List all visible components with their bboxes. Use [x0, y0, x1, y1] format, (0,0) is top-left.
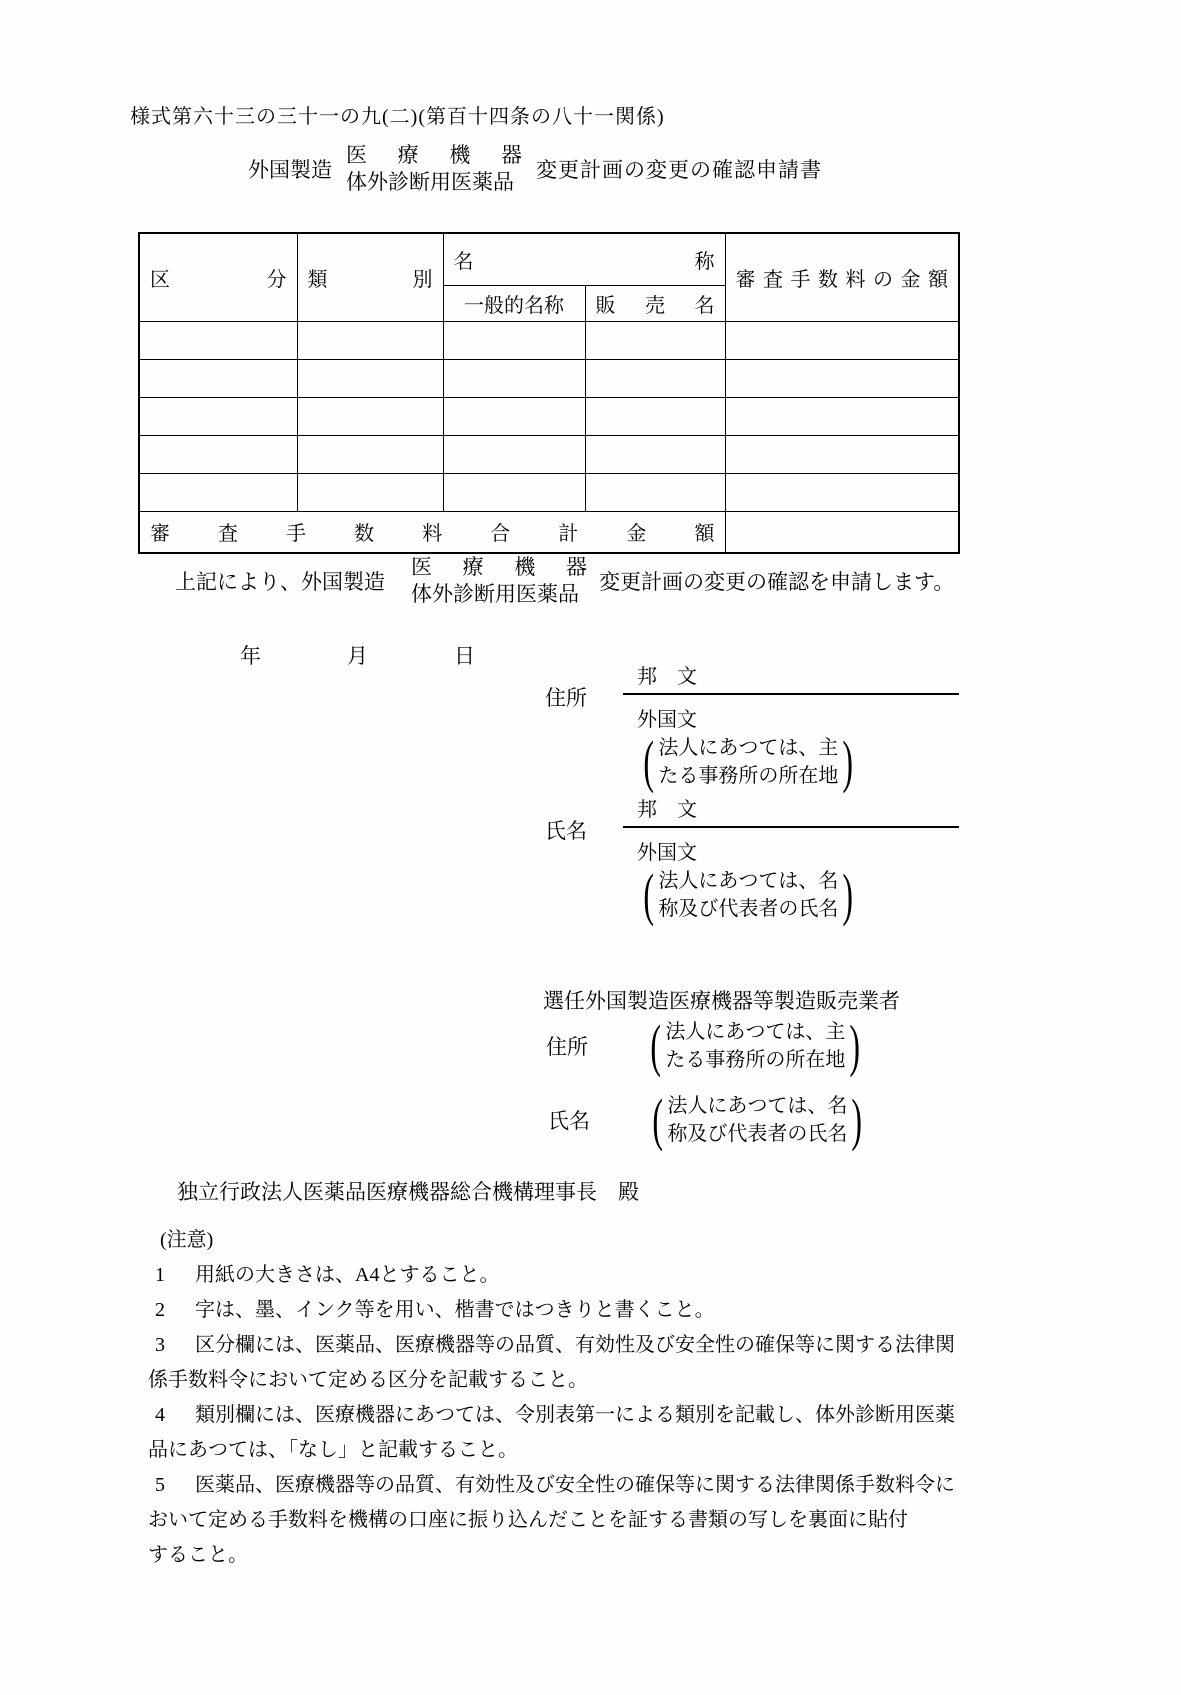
note-line: 2 字は、墨、インク等を用い、楷書ではつきりと書くこと。: [148, 1293, 988, 1328]
open-paren: (: [643, 729, 654, 794]
total-row: [139, 511, 959, 553]
close-paren: ): [842, 862, 854, 927]
notes-section: [148, 1222, 988, 1573]
empty-row: [139, 435, 959, 473]
header-fee: 審査手数料の金額: [725, 233, 959, 321]
empty-cell: [297, 321, 443, 359]
address-note-line2: たる事務所の所在地: [658, 765, 839, 787]
note-number: 4: [155, 1404, 165, 1426]
empty-row: [139, 359, 959, 397]
empty-cell: [585, 397, 725, 435]
mah-address-field: [546, 1013, 865, 1078]
date-year-label: 年: [240, 644, 261, 668]
notes-items: [148, 1258, 988, 1573]
empty-cell: [725, 359, 959, 397]
empty-cell: [725, 435, 959, 473]
empty-cell: [139, 397, 297, 435]
empty-cell: [443, 397, 585, 435]
empty-cell: [297, 397, 443, 435]
applicant-name-field: [545, 793, 959, 927]
empty-cell: [585, 435, 725, 473]
name-note-line1: 法人にあつては、名: [658, 870, 839, 892]
empty-cell: [297, 359, 443, 397]
empty-cell: [139, 321, 297, 359]
note-number: 1: [155, 1264, 165, 1286]
header-generic-name: 一般的名称: [443, 285, 585, 321]
close-paren: ): [849, 1013, 861, 1078]
statement-suffix: 変更計画の変更の確認を申請します。: [599, 570, 955, 594]
name-japanese-line: 邦 文: [623, 793, 959, 828]
empty-cell: [297, 435, 443, 473]
form-title-main: 変更計画の変更の確認申請書: [536, 158, 822, 182]
empty-cell: [585, 359, 725, 397]
note-line: 5 医薬品、医療機器等の品質、有効性及び安全性の確保等に関する法律関係手数料令に: [148, 1468, 988, 1503]
empty-cell: [139, 435, 297, 473]
device-type-stack: [346, 142, 522, 196]
date-month-label: 月: [347, 644, 368, 668]
address-label: 住所: [545, 686, 587, 710]
total-amount-cell: [725, 511, 959, 553]
mah-name-paren-note: [648, 1087, 867, 1152]
form-title-prefix: 外国製造: [248, 158, 332, 182]
note-line: 品にあつては、「なし」と記載すること。: [148, 1439, 518, 1461]
notes-header: (注意): [160, 1229, 214, 1251]
note-number: 3: [155, 1334, 165, 1356]
note-number: 5: [155, 1474, 165, 1496]
name-paren-note: [639, 862, 858, 927]
statement-device-top: 医療機器: [411, 555, 587, 579]
empty-cell: [443, 359, 585, 397]
empty-cell: [139, 359, 297, 397]
empty-cell: [443, 321, 585, 359]
empty-row: [139, 397, 959, 435]
address-japanese-line: 邦 文: [623, 660, 959, 695]
empty-cell: [725, 397, 959, 435]
statement-device-stack: [411, 554, 587, 608]
applicant-address-field: [545, 660, 959, 794]
address-lines: [623, 660, 959, 794]
mah-address-label: 住所: [546, 1035, 588, 1059]
empty-cell: [139, 473, 297, 511]
mah-name-note-line1: 法人にあつては、名: [667, 1095, 848, 1117]
name-note-line2: 称及び代表者の氏名: [658, 898, 839, 920]
empty-cell: [725, 321, 959, 359]
close-paren: ): [842, 729, 854, 794]
name-foreign-line: 外国文: [637, 842, 697, 864]
fee-table-body: [139, 321, 959, 511]
empty-row: [139, 321, 959, 359]
note-line: 1 用紙の大きさは、A4とすること。: [148, 1258, 988, 1293]
statement-prefix: 上記により、外国製造: [175, 570, 385, 594]
header-kubun: 区分: [139, 233, 297, 321]
note-line: すること。: [148, 1544, 248, 1566]
mah-address-note-line2: たる事務所の所在地: [665, 1049, 846, 1071]
empty-cell: [443, 435, 585, 473]
note-number: 2: [155, 1299, 165, 1321]
designated-mah-title: 選任外国製造医療機器等製造販売業者: [543, 989, 900, 1013]
empty-row: [139, 473, 959, 511]
mah-name-label: 氏名: [548, 1109, 590, 1133]
note-line: 係手数料令において定める区分を記載すること。: [148, 1369, 588, 1391]
note-line: 3 区分欄には、医薬品、医療機器等の品質、有効性及び安全性の確保等に関する法律関: [148, 1328, 988, 1363]
empty-cell: [297, 473, 443, 511]
address-paren-note: [639, 729, 858, 794]
mah-name-field: [548, 1087, 867, 1152]
date-day-label: 日: [454, 644, 475, 668]
statement-device-bottom: 体外診断用医薬品: [411, 582, 579, 606]
application-statement: [175, 554, 954, 608]
mah-name-note-line2: 称及び代表者の氏名: [667, 1123, 848, 1145]
address-note-line1: 法人にあつては、主: [658, 737, 839, 759]
open-paren: (: [652, 1087, 663, 1152]
empty-cell: [443, 473, 585, 511]
note-line: おいて定める手数料を機構の口座に振り込んだことを証する書類の写しを裏面に貼付: [148, 1509, 908, 1531]
header-brand-name: 販売名: [585, 285, 725, 321]
open-paren: (: [643, 862, 654, 927]
mah-address-note-line1: 法人にあつては、主: [665, 1021, 846, 1043]
name-lines: [623, 793, 959, 927]
date-line: [240, 640, 561, 670]
device-type-top: 医療機器: [346, 143, 522, 167]
address-foreign-line: 外国文: [637, 709, 697, 731]
open-paren: (: [650, 1013, 661, 1078]
header-ruibetsu: 類別: [297, 233, 443, 321]
mah-address-paren-note: [646, 1013, 865, 1078]
form-number: 様式第六十三の三十一の九(二)(第百十四条の八十一関係): [130, 106, 665, 128]
header-meisho: 名称: [443, 233, 725, 285]
device-type-bottom: 体外診断用医薬品: [346, 170, 514, 194]
total-label: 審査手数料合計金額: [139, 511, 725, 553]
name-label: 氏名: [545, 819, 587, 843]
note-line: 4 類別欄には、医療機器にあつては、令別表第一による類別を記載し、体外診断用医薬: [148, 1398, 988, 1433]
form-title: [248, 142, 822, 196]
close-paren: ): [851, 1087, 863, 1152]
empty-cell: [585, 321, 725, 359]
recipient-line: 独立行政法人医薬品医療機器総合機構理事長 殿: [177, 1180, 639, 1204]
empty-cell: [585, 473, 725, 511]
fee-table: [138, 232, 960, 554]
empty-cell: [725, 473, 959, 511]
